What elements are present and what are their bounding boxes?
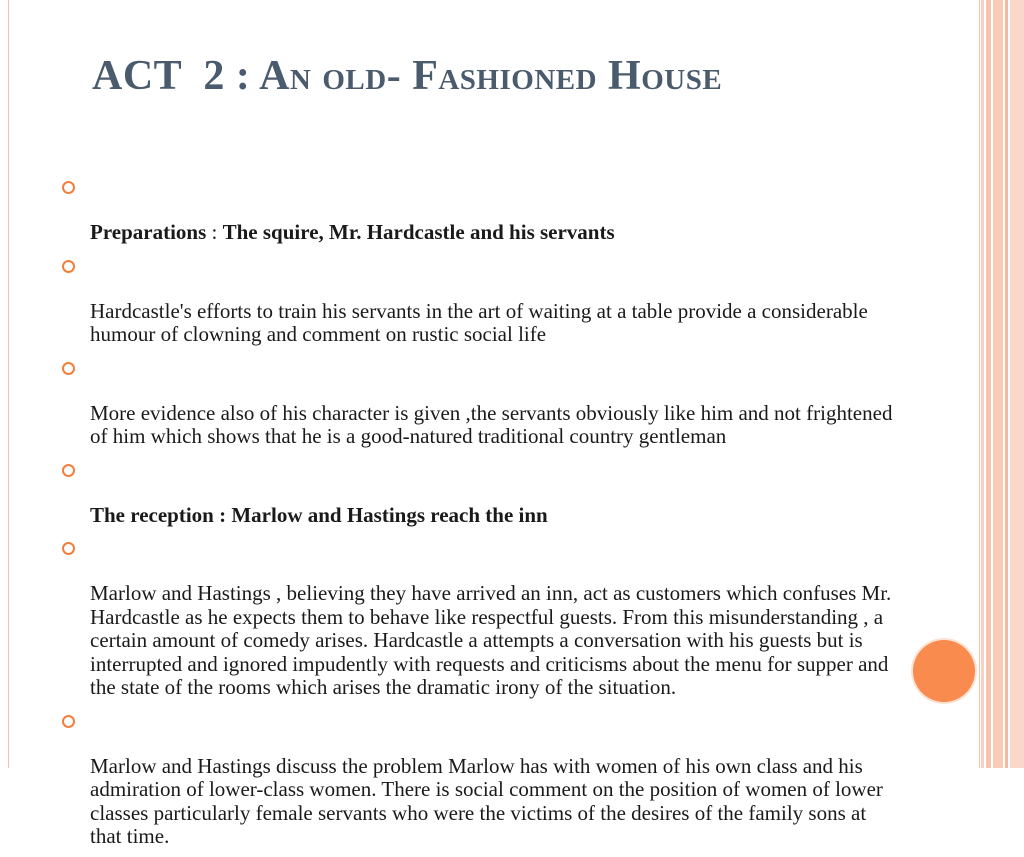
bullet-item-reception xyxy=(62,457,902,528)
slide-title: ACT 2 : An old- Fashioned House xyxy=(92,53,723,99)
bullet-heading-text: The squire, Mr. Hardcastle and his servants xyxy=(222,220,615,244)
bullet-icon xyxy=(62,181,75,194)
bullet-text: Hardcastle's efforts to train his servants in the art of waiting at a table provide a considerable humour of clowning and comment on rustic social life xyxy=(90,298,868,346)
decorative-stripe xyxy=(981,0,984,768)
bullet-item-character xyxy=(62,355,902,449)
bullet-text: More evidence also of his character is given ,the servants obviously like him and not frightened of him which shows that he is a good-natured traditional country gentleman xyxy=(90,400,893,448)
bullet-heading-text: The reception : Marlow and Hastings reach the inn xyxy=(90,502,548,527)
bullet-icon xyxy=(62,715,75,728)
bullet-item-training xyxy=(62,253,902,347)
bullet-item-women xyxy=(62,708,902,849)
bullet-text: Marlow and Hastings discuss the problem Marlow has with women of his own class and his admiration of lower-class women. There is social comment on the position of women of lower classes particularly female servants who were the victims of the desires of the family sons at that time. xyxy=(90,753,883,848)
decorative-stripe xyxy=(1010,0,1024,768)
bullet-item-preparations xyxy=(62,174,902,245)
decorative-stripe xyxy=(993,0,1003,768)
bullet-icon xyxy=(62,362,75,375)
bullet-item-misunderstanding xyxy=(62,535,902,700)
decorative-stripe xyxy=(986,0,991,768)
decorative-orange-circle xyxy=(913,640,975,702)
decorative-stripe xyxy=(1005,0,1008,768)
bullet-icon xyxy=(62,542,75,555)
bullet-icon xyxy=(62,464,75,477)
bullet-heading: Preparations xyxy=(90,220,207,244)
bullet-list xyxy=(62,174,902,857)
bullet-icon xyxy=(62,260,75,273)
bullet-separator: : xyxy=(206,220,223,244)
bullet-text: Marlow and Hastings , believing they have arrived an inn, act as customers which confuses Mr. Hardcastle as he expects them to behave like respectful guests. From this misunderstanding , a certain amount of comedy arises. Hardcastle a attempts a conversation with his guests but is interrupted and ignored impudently with requests and criticisms about the menu for supper and the state of the rooms which arises the dramatic irony of the situation. xyxy=(90,581,892,699)
